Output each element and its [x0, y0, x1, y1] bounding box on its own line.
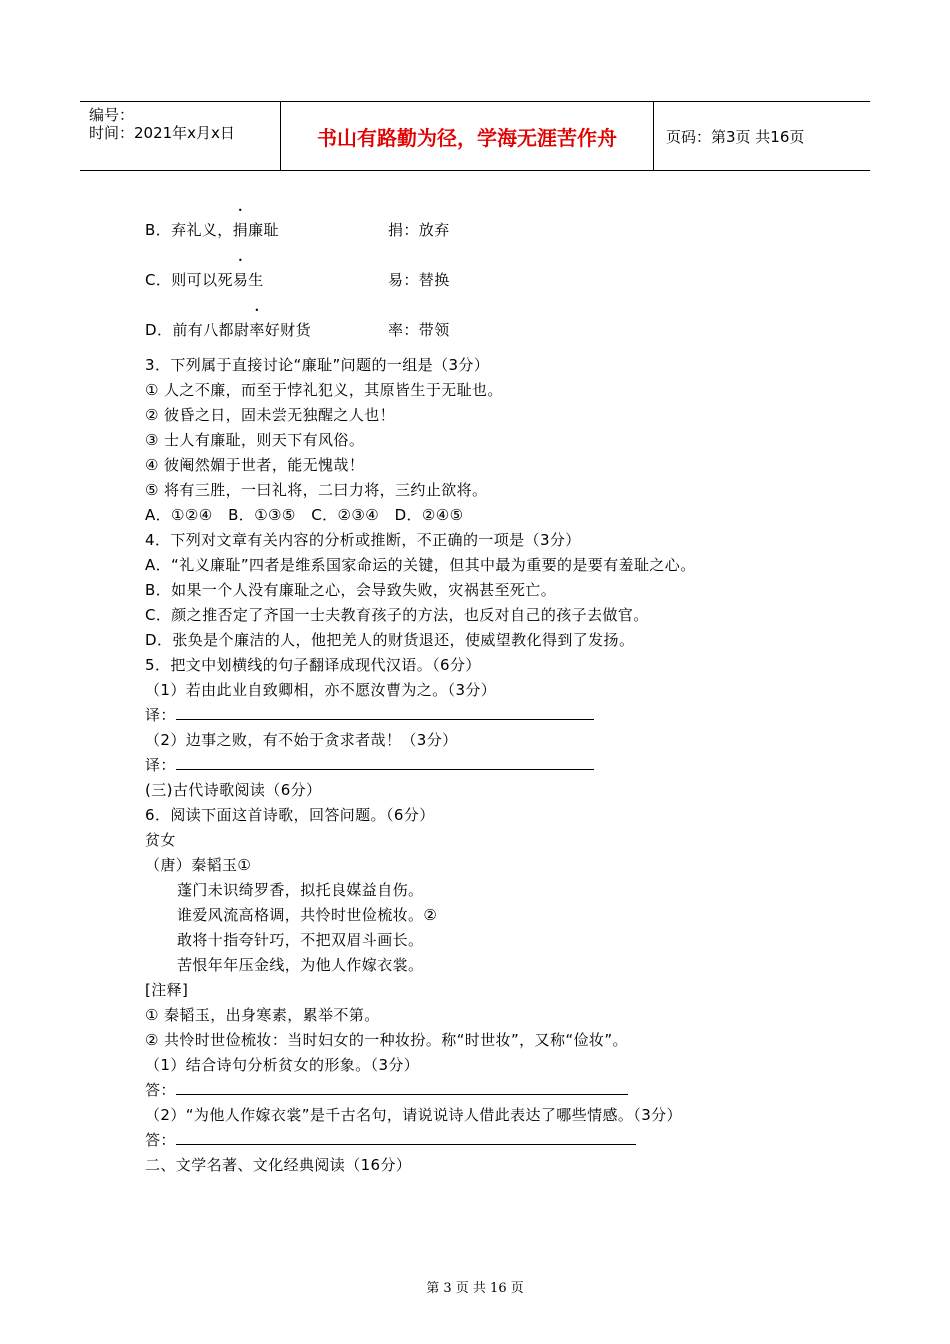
question-4-option: C．颜之推否定了齐国一士夫教育孩子的方法，也反对自己的孩子去做官。 [145, 606, 649, 624]
question-3-stem: 3．下列属于直接讨论“廉耻”问题的一组是（3分） [145, 356, 490, 374]
answer-label: 译： [145, 706, 176, 724]
poem-answer-2 [145, 1130, 636, 1150]
answer-blank[interactable] [176, 1080, 628, 1095]
question-5-stem: 5．把文中划横线的句子翻译成现代汉语。（6分） [145, 656, 481, 674]
question-5-sentence-1: （1）若由此业自致卿相，亦不愿汝曹为之。（3分） [145, 681, 497, 699]
vocab-option-c [145, 270, 450, 290]
dotted-word: 率 [249, 321, 265, 339]
answer-label: 答： [145, 1131, 176, 1149]
question-3-item: ② 彼昏之日，固未尝无独醒之人也！ [145, 406, 396, 424]
poem-author: （唐）秦韬玉① [145, 856, 252, 874]
vocab-option-d [145, 320, 450, 340]
question-4-stem: 4．下列对文章有关内容的分析或推断，不正确的一项是（3分） [145, 531, 581, 549]
note-item: ① 秦韬玉，出身寒素，累举不第。 [145, 1006, 380, 1024]
option-letter: B． [145, 221, 172, 239]
option-letter: C． [145, 271, 172, 289]
poem-line: 谁爱风流高格调，共怜时世俭梳妆。② [177, 906, 438, 924]
answer-label: 答： [145, 1081, 176, 1099]
notes-heading: [注释] [145, 981, 189, 999]
document-header [80, 101, 870, 171]
document-date: 时间：2021年x月x日 [89, 124, 235, 142]
header-left-cell [80, 102, 281, 170]
dotted-word: 易 [232, 271, 249, 289]
header-middle-cell [281, 102, 654, 170]
question-4-option: A．“礼义廉耻”四者是维系国家命运的关键，但其中最为重要的是要有羞耻之心。 [145, 556, 696, 574]
section-2-heading: 二、文学名著、文化经典阅读（16分） [145, 1156, 412, 1174]
poem-line: 苦恨年年压金线，为他人作嫁衣裳。 [177, 956, 424, 974]
question-3-options: A．①②④ B．①③⑤ C．②③④ D．②④⑤ [145, 506, 464, 524]
note-item: ② 共怜时世俭梳妆：当时妇女的一种妆扮。称“时世妆”，又称“俭妆”。 [145, 1031, 628, 1049]
question-3-item: ① 人之不廉，而至于悖礼犯义，其原皆生于无耻也。 [145, 381, 503, 399]
question-3-item: ⑤ 将有三胜，一曰礼将，二曰力将，三约止欲将。 [145, 481, 488, 499]
answer-blank[interactable] [176, 755, 594, 770]
sentence-text: 则可以死 [171, 271, 233, 289]
translation-answer-1 [145, 705, 594, 725]
question-3-item: ③ 士人有廉耻，则天下有风俗。 [145, 431, 365, 449]
document-number-label: 编号： [89, 106, 135, 124]
question-6-stem: 6．阅读下面这首诗歌，回答问题。（6分） [145, 806, 435, 824]
answer-label: 译： [145, 756, 176, 774]
poem-title: 贫女 [145, 831, 176, 849]
word-gloss: 易：替换 [388, 271, 450, 289]
word-gloss: 率：带领 [388, 321, 450, 339]
sentence-text: 弃礼义， [171, 221, 233, 239]
translation-answer-2 [145, 755, 594, 775]
header-right-cell [654, 102, 870, 170]
poem-line: 敢将十指夸针巧，不把双眉斗画长。 [177, 931, 424, 949]
page-footer: 第 3 页 共 16 页 [426, 1281, 524, 1296]
section-3-heading: (三)古代诗歌阅读（6分） [145, 781, 322, 799]
vocab-option-b [145, 220, 450, 240]
header-motto: 书山有路勤为径，学海无涯苦作舟 [317, 126, 617, 150]
sentence-text: 好财货 [264, 321, 311, 339]
question-4-option: B．如果一个人没有廉耻之心，会导致失败，灾祸甚至死亡。 [145, 581, 557, 599]
question-6-sub-1: （1）结合诗句分析贫女的形象。（3分） [145, 1056, 420, 1074]
dotted-word: 捐 [232, 221, 249, 239]
question-6-sub-2: （2）“为他人作嫁衣裳”是千古名句，请说说诗人借此表达了哪些情感。（3分） [145, 1106, 682, 1124]
sentence-text: 生 [248, 271, 264, 289]
question-5-sentence-2: （2）边事之败，有不始于贪求者哉！（3分） [145, 731, 458, 749]
question-4-option: D．张奂是个廉洁的人，他把羌人的财货退还，使威望教化得到了发扬。 [145, 631, 635, 649]
answer-blank[interactable] [176, 1130, 636, 1145]
option-letter: D． [145, 321, 173, 339]
sentence-text: 前有八都尉 [172, 321, 250, 339]
poem-line: 蓬门未识绮罗香，拟托良媒益自伤。 [177, 881, 424, 899]
header-page-info: 页码：第3页 共16页 [666, 128, 805, 146]
word-gloss: 捐：放弃 [388, 221, 450, 239]
question-3-item: ④ 彼阉然媚于世者，能无愧哉！ [145, 456, 365, 474]
poem-answer-1 [145, 1080, 628, 1100]
answer-blank[interactable] [176, 705, 594, 720]
sentence-text: 廉耻 [248, 221, 279, 239]
